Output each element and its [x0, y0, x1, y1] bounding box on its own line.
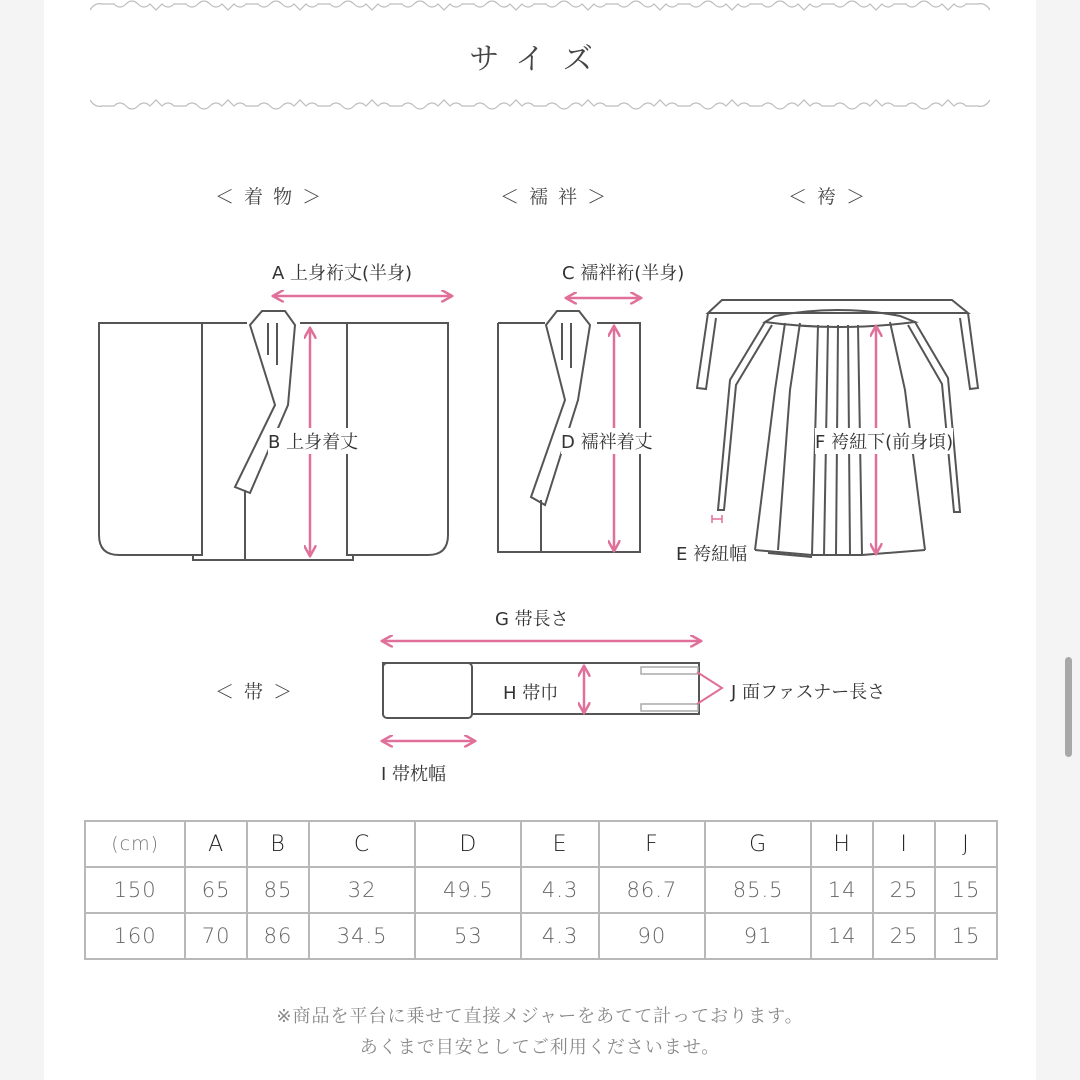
- column-header: J: [935, 821, 997, 867]
- value-cell: 14: [811, 867, 873, 913]
- column-header: F: [599, 821, 705, 867]
- value-cell: 4.3: [521, 913, 598, 959]
- value-cell: 70: [185, 913, 247, 959]
- measurement-arrows: [274, 296, 876, 741]
- label-d: D 襦袢着丈: [561, 428, 653, 454]
- label-i: I 帯枕幅: [381, 764, 447, 785]
- note-line-1: ※商品を平台に乗せて直接メジャーをあてて計っております。: [276, 1006, 804, 1027]
- unit-cell: (cm): [85, 821, 185, 867]
- label-e: E 袴紐幅: [676, 540, 747, 566]
- value-cell: 25: [873, 867, 935, 913]
- value-cell: 32: [309, 867, 415, 913]
- label-a: A 上身裄丈(半身): [272, 263, 413, 284]
- table-row: [85, 913, 997, 959]
- column-header: I: [873, 821, 935, 867]
- column-header: C: [309, 821, 415, 867]
- size-cell: 160: [85, 913, 185, 959]
- section-label-hakama: ＜ 袴 ＞: [788, 186, 868, 208]
- column-header: G: [705, 821, 811, 867]
- scrollbar-thumb[interactable]: [1065, 657, 1072, 757]
- label-c: C 襦袢裄(半身): [562, 263, 685, 284]
- value-cell: 15: [935, 913, 997, 959]
- size-table: [84, 820, 998, 960]
- value-cell: 15: [935, 867, 997, 913]
- note-line-2: あくまで目安としてご利用くださいませ。: [359, 1037, 721, 1058]
- value-cell: 86: [247, 913, 309, 959]
- section-label-obi: ＜ 帯 ＞: [215, 681, 295, 703]
- table-header-row: [85, 821, 997, 867]
- value-cell: 49.5: [415, 867, 521, 913]
- value-cell: 90: [599, 913, 705, 959]
- value-cell: 91: [705, 913, 811, 959]
- column-header: H: [811, 821, 873, 867]
- column-header: B: [247, 821, 309, 867]
- value-cell: 65: [185, 867, 247, 913]
- section-label-kimono: ＜ 着 物 ＞: [215, 186, 324, 208]
- size-cell: 150: [85, 867, 185, 913]
- value-cell: 25: [873, 913, 935, 959]
- value-cell: 34.5: [309, 913, 415, 959]
- table-row: [85, 867, 997, 913]
- label-j: J 面ファスナー長さ: [731, 682, 886, 703]
- label-b: B 上身着丈: [268, 428, 358, 454]
- column-header: E: [521, 821, 598, 867]
- label-f: F 袴紐下(前身頃): [815, 428, 953, 454]
- value-cell: 14: [811, 913, 873, 959]
- value-cell: 4.3: [521, 867, 598, 913]
- label-g: G 帯長さ: [495, 609, 569, 630]
- value-cell: 86.7: [599, 867, 705, 913]
- value-cell: 85.5: [705, 867, 811, 913]
- page-title: サイズ: [469, 42, 611, 77]
- section-label-juban: ＜ 襦 袢 ＞: [500, 186, 609, 208]
- label-h: H 帯巾: [503, 683, 559, 704]
- column-header: A: [185, 821, 247, 867]
- column-header: D: [415, 821, 521, 867]
- value-cell: 53: [415, 913, 521, 959]
- value-cell: 85: [247, 867, 309, 913]
